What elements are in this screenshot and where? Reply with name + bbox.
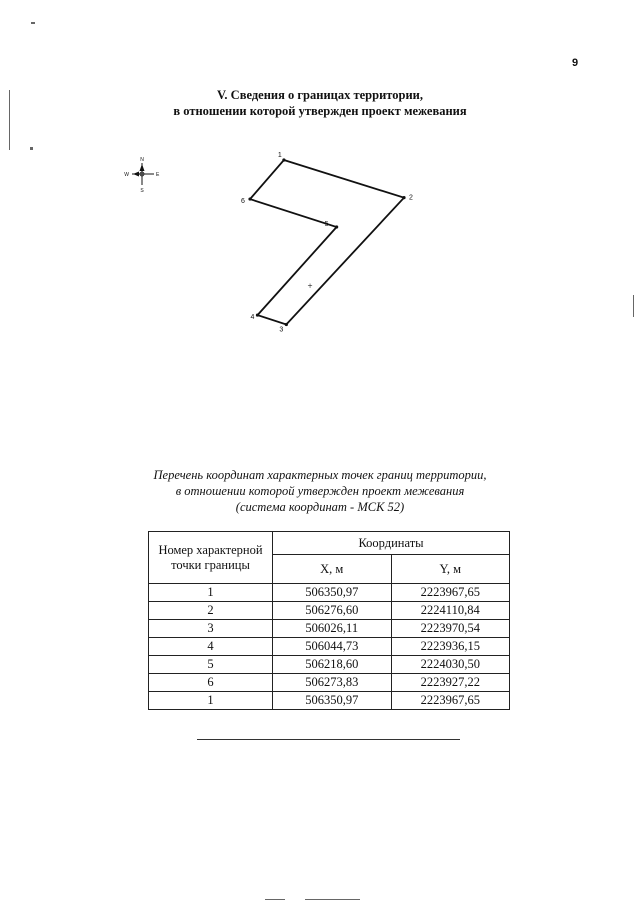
table-row [149,584,510,602]
cell-y: 2223967,65 [391,692,510,710]
boundary-point-marker [248,197,251,200]
cell-n: 2 [149,602,273,620]
center-marker: + [307,281,313,291]
boundary-point-marker [256,313,259,316]
header-x: X, м [273,555,392,584]
cell-x: 506044,73 [273,638,392,656]
table-row [149,674,510,692]
boundary-point-label: 6 [241,198,245,206]
cell-y: 2223936,15 [391,638,510,656]
boundary-plan [0,140,640,450]
caption-line-1: Перечень координат характерных точек границ территории, [153,468,487,482]
heading-line-1: V. Сведения о границах территории, [217,88,423,102]
cell-x: 506276,60 [273,602,392,620]
scan-mark [30,147,33,150]
boundary-point-label: 1 [277,152,282,159]
cell-x: 506218,60 [273,656,392,674]
coordinates-table [148,531,510,710]
coordinates-table-body [149,584,510,710]
scan-mark [633,295,634,317]
cell-x: 506026,11 [273,620,392,638]
cell-x: 506350,97 [273,584,392,602]
table-row [149,620,510,638]
scan-mark [305,899,360,900]
bottom-rule [197,739,460,740]
header-point-number: Номер характерной точки границы [149,532,273,584]
cell-y: 2224030,50 [391,656,510,674]
compass-north-label: N [140,157,144,163]
boundary-point-marker [335,225,338,228]
table-caption [0,467,640,515]
compass-south-label: S [140,188,144,194]
caption-line-3: (система координат - МСК 52) [235,500,405,514]
cell-x: 506350,97 [273,692,392,710]
boundary-point-label: 4 [250,314,255,322]
scan-mark [9,90,10,150]
cell-n: 6 [149,674,273,692]
table-row [149,692,510,710]
header-coordinates: Координаты [273,532,510,555]
cell-y: 2224110,84 [391,602,510,620]
caption-line-2: в отношении которой утвержден проект межевания [175,484,465,498]
compass-east-label: E [156,172,160,178]
header-y: Y, м [391,555,510,584]
compass-west-label: W [124,172,129,178]
boundary-point-marker [285,323,288,326]
scan-mark [265,899,285,900]
cell-y: 2223967,65 [391,584,510,602]
boundary-point-label: 3 [279,326,284,334]
scan-mark [31,22,35,24]
table-row [149,602,510,620]
table-row [149,638,510,656]
cell-x: 506273,83 [273,674,392,692]
heading-line-2: в отношении которой утвержден проект межевания [173,104,467,118]
cell-y: 2223970,54 [391,620,510,638]
table-row [149,656,510,674]
cell-n: 4 [149,638,273,656]
section-heading [0,87,640,119]
boundary-point-label: 5 [324,221,329,229]
cell-n: 1 [149,584,273,602]
boundary-point-label: 2 [409,194,413,202]
boundary-point-marker [402,196,405,199]
page-number: 9 [572,57,579,69]
cell-n: 1 [149,692,273,710]
cell-n: 5 [149,656,273,674]
compass-rose-icon [124,157,160,194]
cell-y: 2223927,22 [391,674,510,692]
territory-boundary [250,160,404,325]
boundary-point-marker [282,158,285,161]
cell-n: 3 [149,620,273,638]
